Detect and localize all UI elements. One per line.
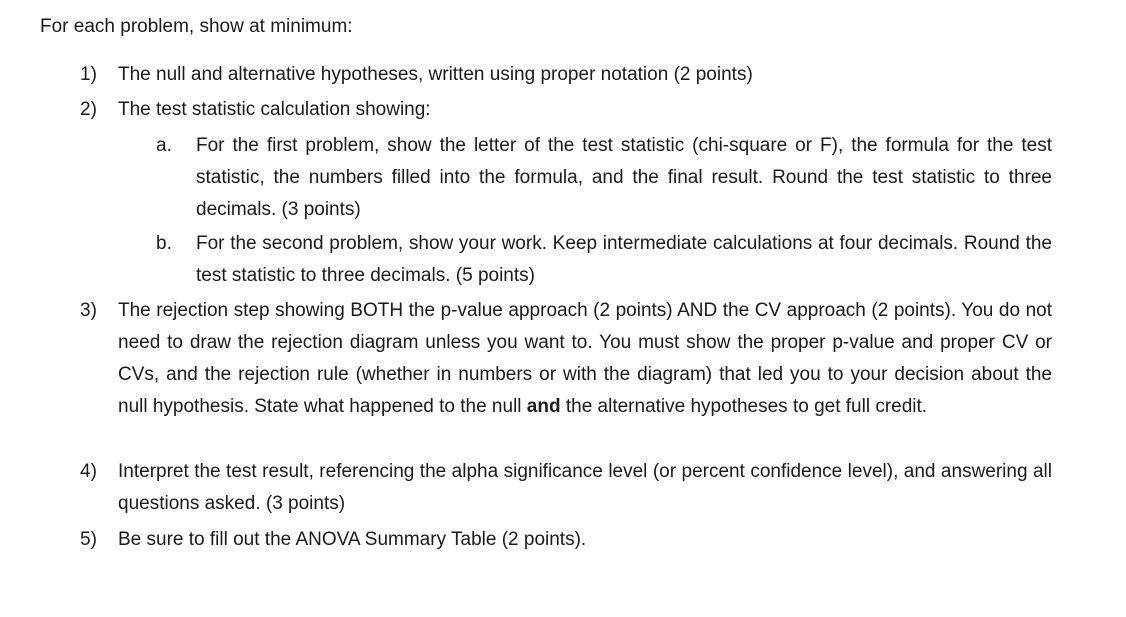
item-2-text: The test statistic calculation showing: — [118, 99, 431, 120]
subitem-a-text: For the first problem, show the letter of the test statistic (chi-square or F), the formula for the test statistic, the numbers filled into the formula, and the final result. Round the test statistic to three decimals. (3 points) — [196, 135, 1052, 220]
item-3-text — [118, 295, 1052, 423]
item-1-text: The null and alternative hypotheses, written using proper notation (2 points) — [118, 64, 753, 85]
subitem-b-letter: b. — [156, 233, 172, 254]
intro-heading: For each problem, show at minimum: — [40, 16, 353, 37]
item-1-number: 1) — [80, 64, 97, 85]
item-3-text-before: The rejection step showing BOTH the p-value approach (2 points) AND the CV approach (2 points). You do not need to draw the rejection diagram unless you want to. You must show the proper p-value and proper CV or CVs, and the rejection rule (whether in numbers or with the diagram) that led you to your decision about the null hypothesis. State what happened to the null — [118, 300, 1052, 417]
item-4-text: Interpret the test result, referencing the alpha significance level (or percent confidence level), and answering all questions asked. (3 points) — [118, 461, 1052, 514]
item-4-number: 4) — [80, 461, 97, 482]
item-5-text: Be sure to fill out the ANOVA Summary Table (2 points). — [118, 529, 587, 550]
item-2-number: 2) — [80, 99, 97, 120]
item-3-bold-word: and — [526, 396, 561, 417]
subitem-a-letter: a. — [156, 135, 172, 156]
subitem-b-text: For the second problem, show your work. Keep intermediate calculations at four decimals. Round the test statistic to three decimals. (5 points) — [196, 233, 1052, 286]
item-3-text-after: the alternative hypotheses to get full credit. — [560, 396, 928, 417]
item-3-number: 3) — [80, 300, 97, 321]
item-5-number: 5) — [80, 529, 97, 550]
